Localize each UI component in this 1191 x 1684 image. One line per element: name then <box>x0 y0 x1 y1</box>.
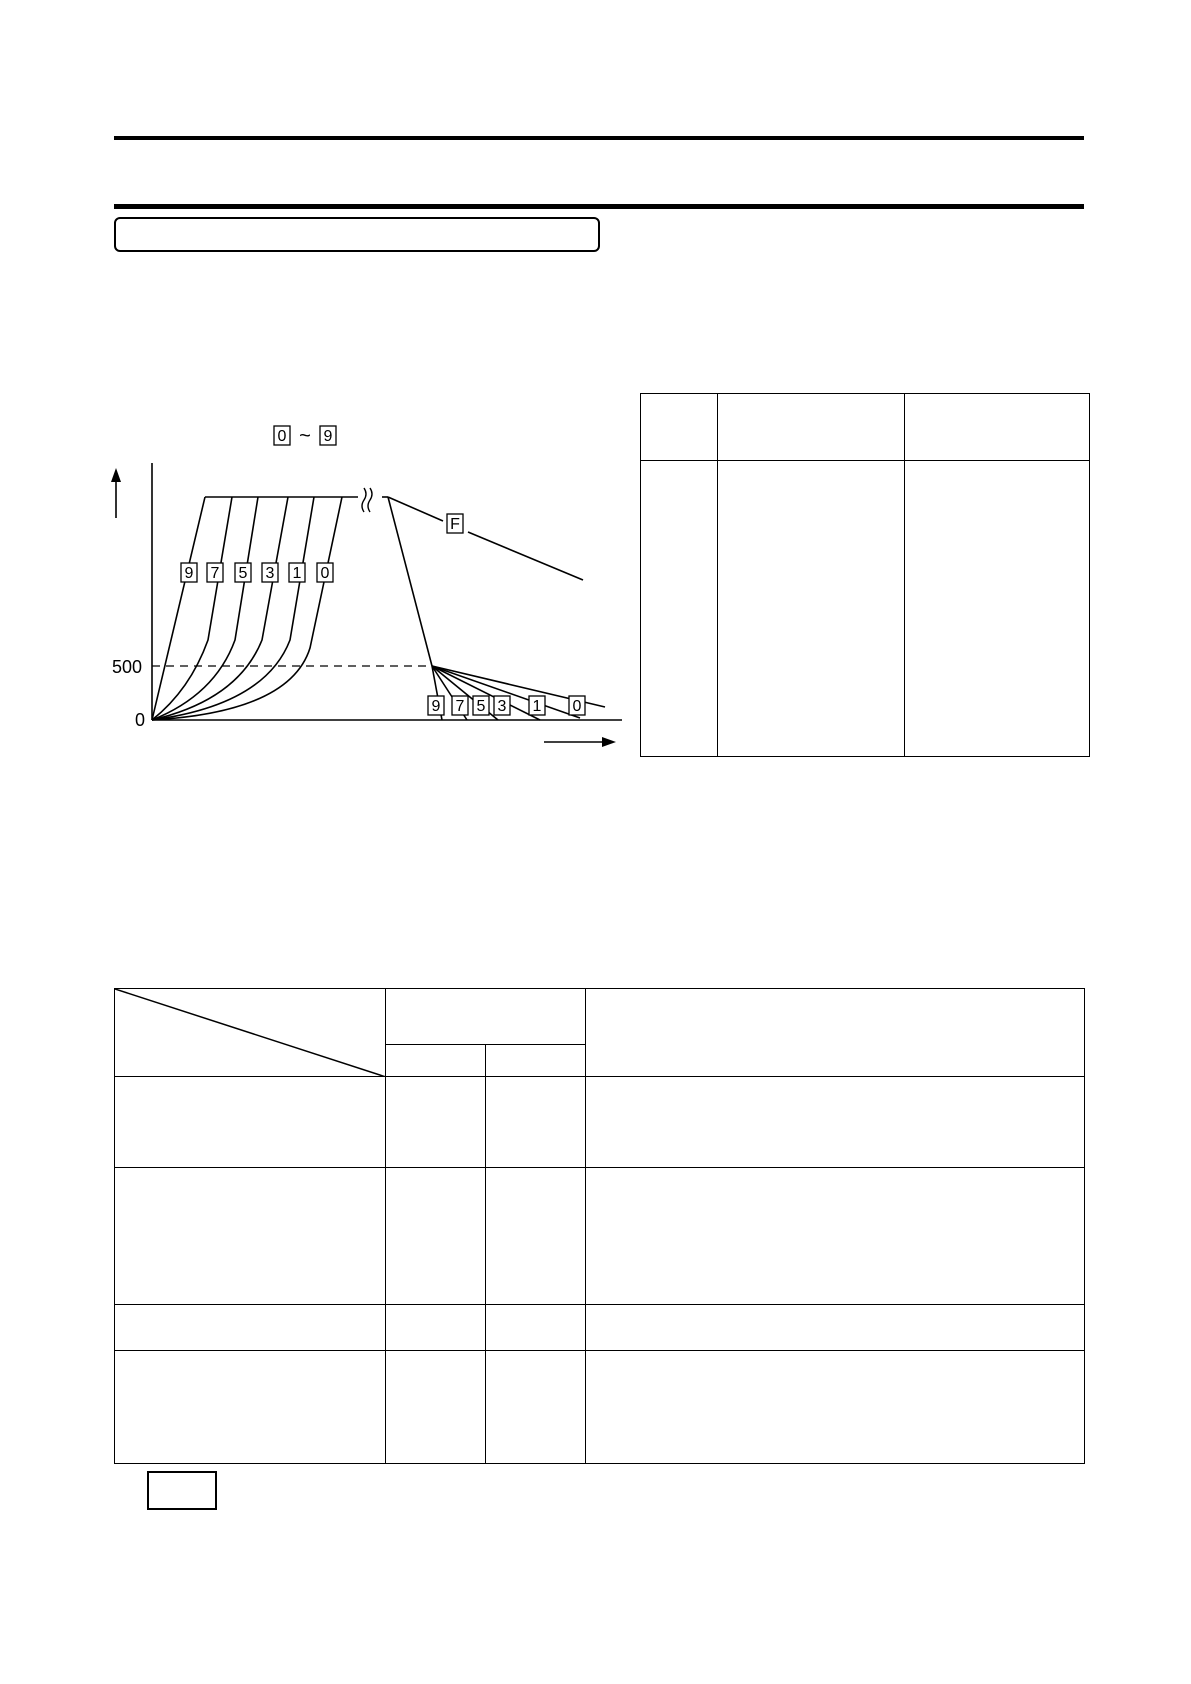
decel-label-5: 5 <box>476 698 486 715</box>
accel-curve-3 <box>152 497 288 720</box>
group-header-cell <box>386 989 586 1045</box>
table-cell <box>386 1168 486 1305</box>
decel-label-3: 3 <box>497 698 507 715</box>
table-header-cell <box>718 394 905 461</box>
table-cell <box>386 1305 486 1351</box>
accel-curve-7 <box>152 497 232 720</box>
table-cell <box>586 1351 1085 1464</box>
table-cell <box>115 1168 386 1305</box>
corner-diagonal <box>115 989 386 1077</box>
table-cell <box>718 461 905 757</box>
description-header-cell <box>586 989 1085 1077</box>
header-rule-bottom <box>114 204 1084 209</box>
table-row <box>641 461 1090 757</box>
header-rule-top <box>114 136 1084 140</box>
feed-line-2 <box>468 532 583 580</box>
accel-curve-0 <box>152 497 342 720</box>
table-header-cell <box>641 394 718 461</box>
decel-label-1: 1 <box>532 698 542 715</box>
accel-curve-1 <box>152 497 314 720</box>
range-label-start: 0 <box>277 428 287 445</box>
decel-label-0: 0 <box>572 698 582 715</box>
right-arrow-head <box>602 737 616 747</box>
corner-header-cell <box>115 989 386 1077</box>
feed-line <box>388 497 443 521</box>
y-tick-label-500: 500 <box>111 657 142 677</box>
feed-label: F <box>450 516 460 533</box>
table-cell <box>386 1351 486 1464</box>
y-tick-label-0: 0 <box>134 710 145 730</box>
accel-curve-9 <box>152 497 205 720</box>
table-cell <box>115 1351 386 1464</box>
accel-label-7: 7 <box>210 565 220 582</box>
table-cell <box>486 1168 586 1305</box>
table-row <box>115 1305 1085 1351</box>
accel-label-0: 0 <box>320 565 330 582</box>
section-title-box <box>114 217 600 252</box>
accel-curve-5 <box>152 497 258 720</box>
table-row <box>115 1351 1085 1464</box>
subheader-cell <box>486 1045 586 1077</box>
parameter-table <box>640 393 1090 757</box>
note-box <box>147 1471 217 1510</box>
break-mark-2 <box>368 488 372 512</box>
up-arrow-head <box>111 468 121 482</box>
decel-main-line <box>388 497 432 666</box>
accel-decel-graph <box>100 415 640 760</box>
table-cell <box>586 1305 1085 1351</box>
main-table-header-row <box>115 989 1085 1045</box>
accel-label-3: 3 <box>265 565 275 582</box>
table-header-row <box>641 394 1090 461</box>
accel-label-9: 9 <box>184 565 194 582</box>
table-row <box>115 1168 1085 1305</box>
range-tilde: ~ <box>299 425 311 447</box>
main-table <box>114 988 1084 1463</box>
accel-label-1: 1 <box>292 565 302 582</box>
range-label-end: 9 <box>323 428 333 445</box>
subheader-cell <box>386 1045 486 1077</box>
table-row <box>115 1077 1085 1168</box>
decel-label-7: 7 <box>455 698 465 715</box>
break-mark <box>362 488 366 512</box>
table-cell <box>115 1077 386 1168</box>
table-cell <box>486 1077 586 1168</box>
table-cell <box>586 1077 1085 1168</box>
table-cell <box>486 1305 586 1351</box>
decel-label-9: 9 <box>431 698 441 715</box>
table-cell <box>486 1351 586 1464</box>
table-cell <box>586 1168 1085 1305</box>
table-cell <box>905 461 1090 757</box>
table-cell <box>386 1077 486 1168</box>
table-cell <box>641 461 718 757</box>
accel-label-5: 5 <box>238 565 248 582</box>
table-cell <box>115 1305 386 1351</box>
table-header-cell <box>905 394 1090 461</box>
